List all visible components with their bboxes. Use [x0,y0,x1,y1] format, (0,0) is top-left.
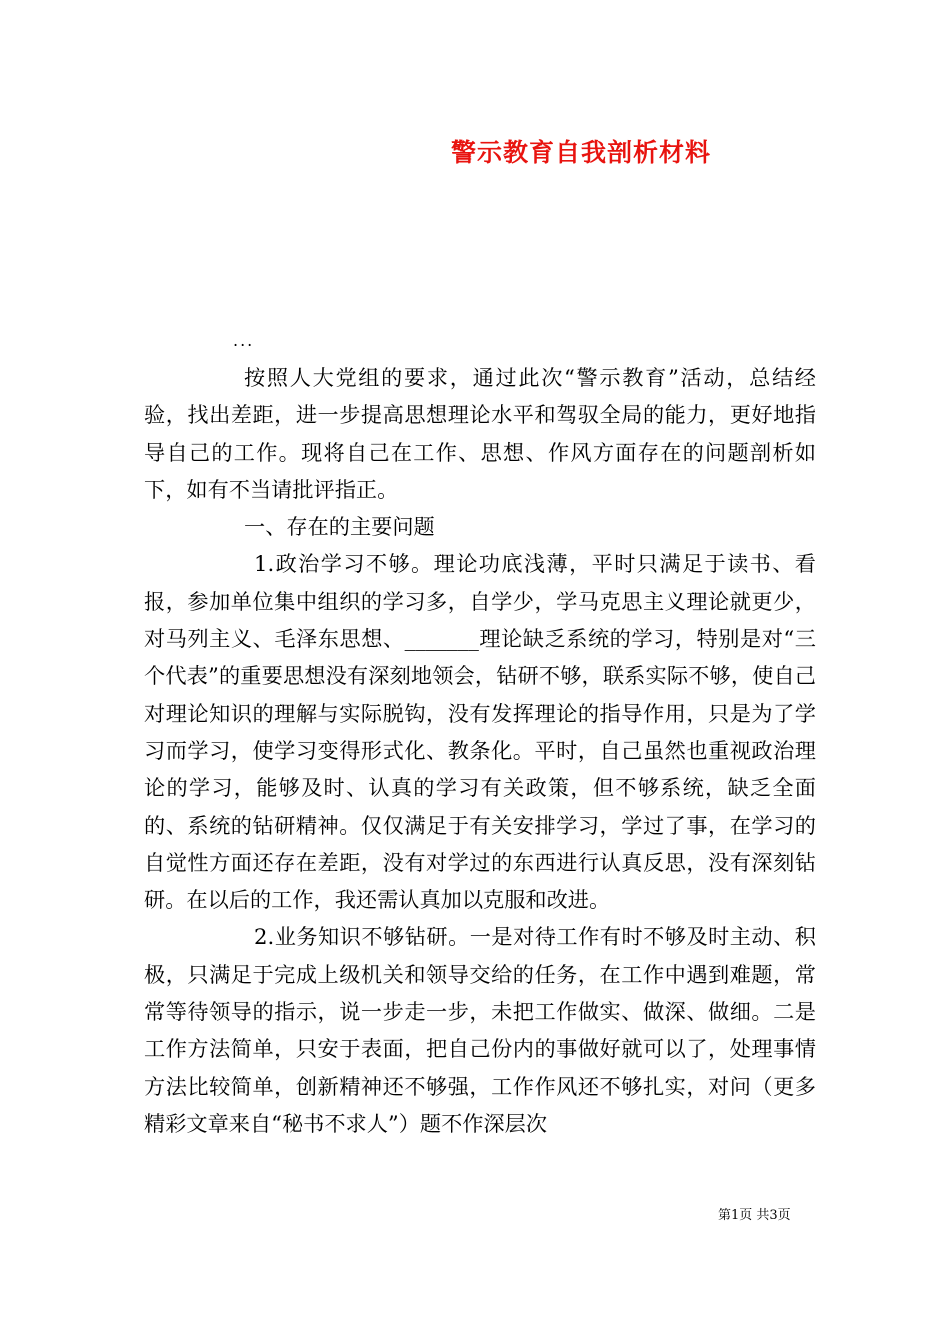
page-number-footer: 第1页 共3页 [718,1208,791,1223]
item-paragraph-1: 1.政治学习不够。理论功底浅薄，平时只满足于读书、看报，参加单位集中组织的学习多，自学少，学马克思主义理论就更少，对马列主义、毛泽东思想、_______理论缺乏系统的学习，特别是对“三个代表”的重要思想没有深刻地领会，钻研不够，联系实际不够，使自己对理论知识的理解与实际脱钩，没有发挥理论的指导作用，只是为了学习而学习，使学习变得形式化、教条化。平时，自己虽然也重视政治理论的学习，能够及时、认真的学习有关政策，但不够系统，缺乏全面的、系统的钻研精神。仅仅满足于有关安排学习，学过了事，在学习的自觉性方面还存在差距，没有对学过的东西进行认真反思，没有深刻钻研。在以后的工作，我还需认真加以克服和改进。 [144,551,816,913]
ellipsis-marker: ... [233,331,255,350]
title-container [0,133,950,173]
document-body [144,359,816,1142]
document-title: 警示教育自我剖析材料 [451,138,712,167]
item-paragraph-2: 2.业务知识不够钻研。一是对待工作有时不够及时主动、积极，只满足于完成上级机关和领导交给的任务，在工作中遇到难题，常常等待领导的指示，说一步走一步，未把工作做实、做深、做细。二是工作方法简单，只安于表面，把自己份内的事做好就可以了，处理事情方法比较简单，创新精神还不够强，工作作风还不够扎实，对问（更多精彩文章来自“秘书不求人”）题不作深层次 [144,924,816,1136]
section-heading: 一、存在的主要问题 [244,514,435,540]
intro-paragraph: 按照人大党组的要求，通过此次“警示教育”活动，总结经验，找出差距，进一步提高思想理论水平和驾驭全局的能力，更好地指导自己的工作。现将自己在工作、思想、作风方面存在的问题剖析如下，如有不当请批评指正。 [144,365,816,502]
